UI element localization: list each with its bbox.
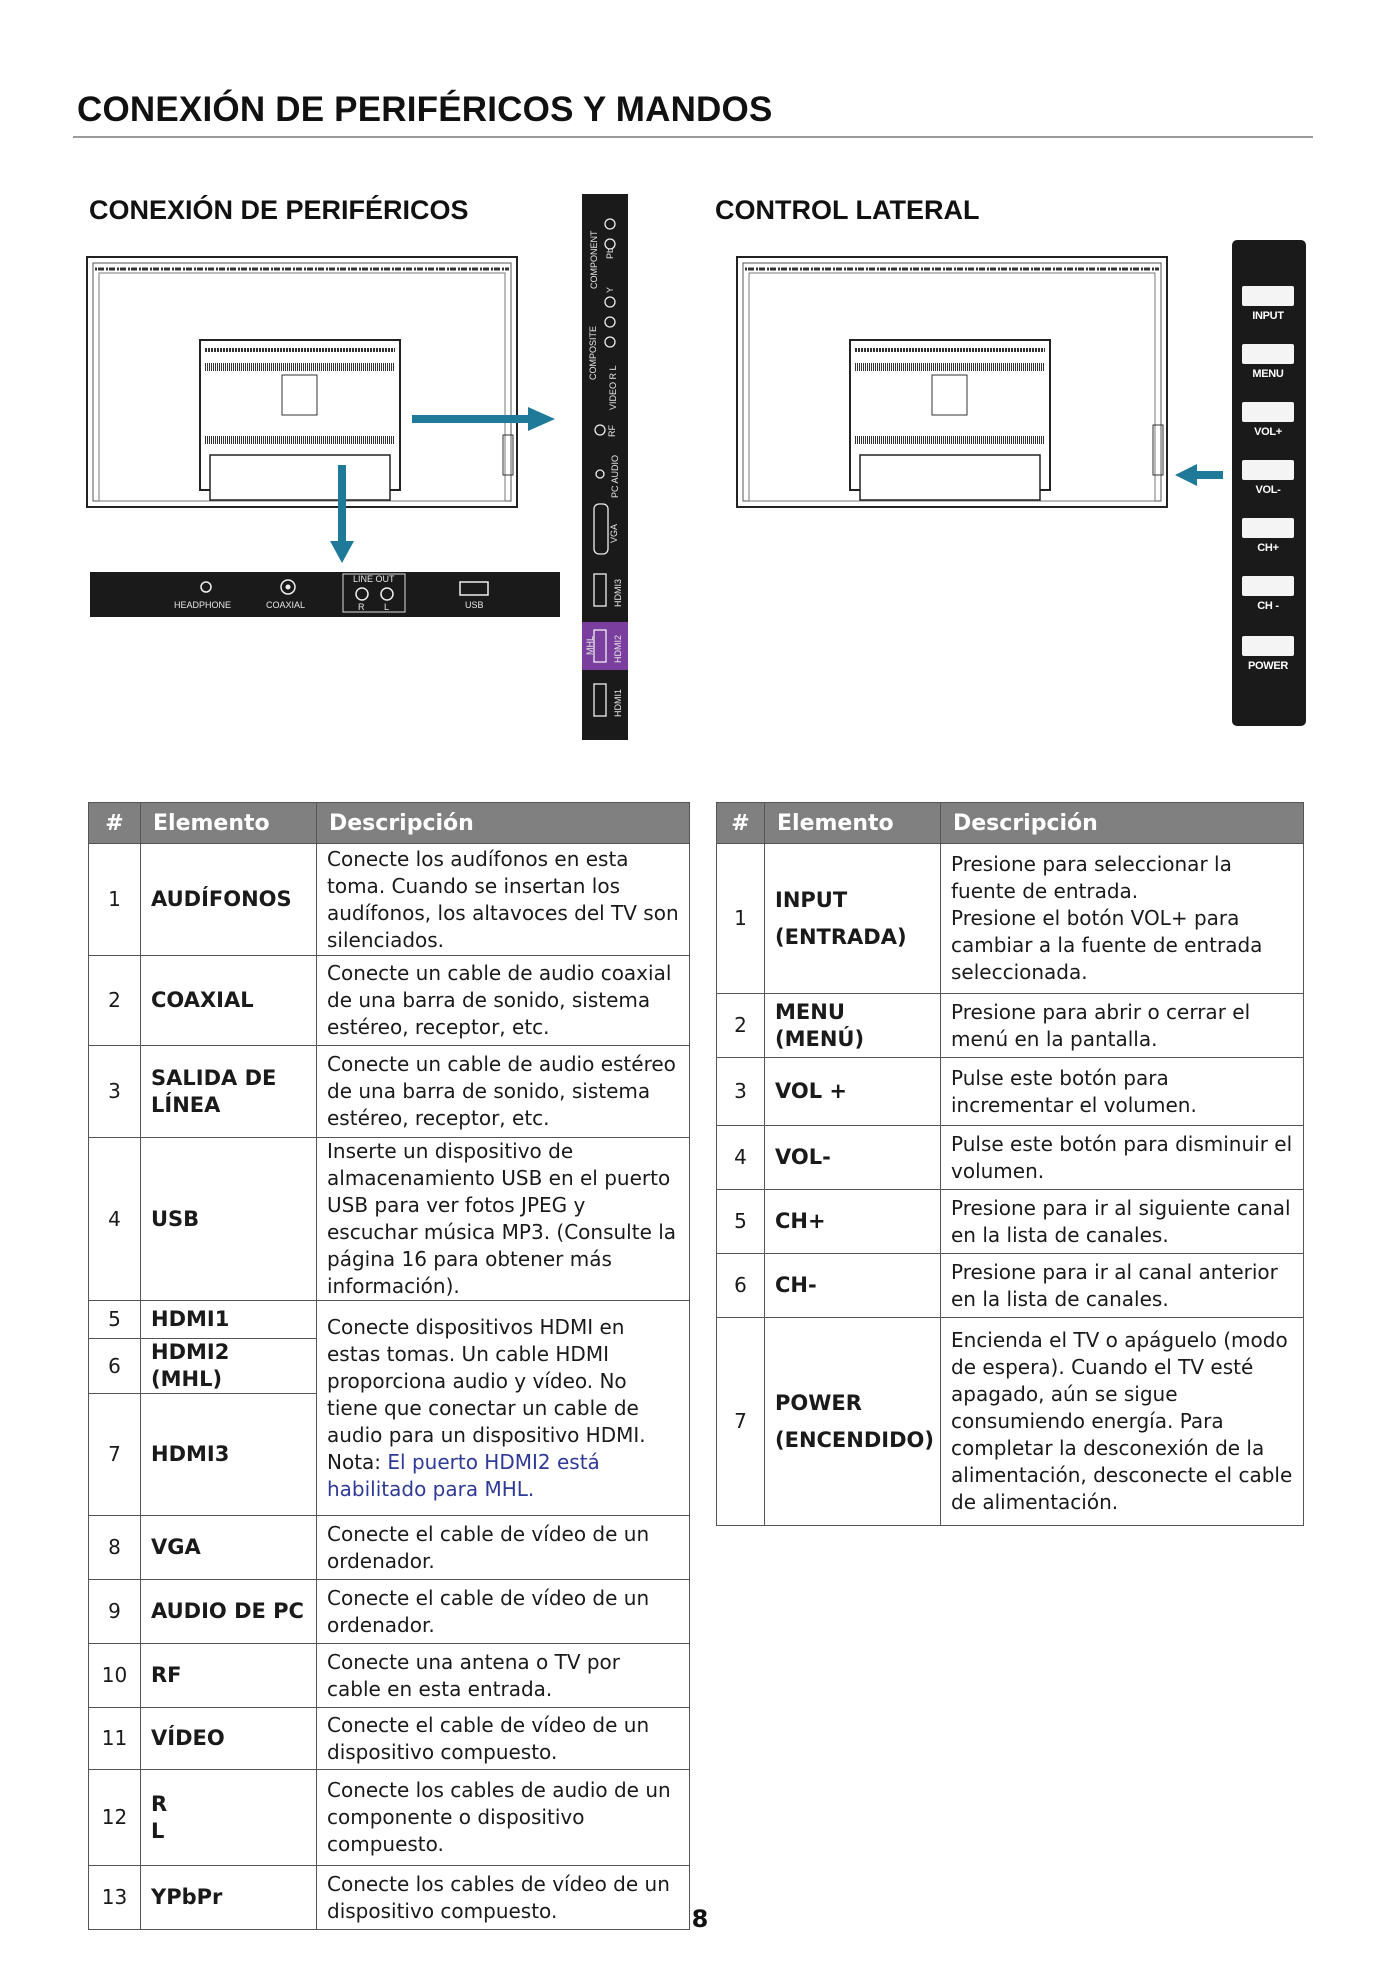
left-arrow-icon xyxy=(1175,462,1225,488)
line-out-l-label: L xyxy=(384,602,390,612)
bottom-port-panel xyxy=(90,572,560,617)
row-element: VOL + xyxy=(765,1058,941,1126)
table-row xyxy=(717,994,1304,1058)
tv-side-illustration xyxy=(735,255,1175,515)
rf-label: RF xyxy=(607,425,617,437)
row-element xyxy=(765,994,941,1058)
vol-up-button[interactable] xyxy=(1242,402,1294,422)
row-element: CH+ xyxy=(765,1190,941,1254)
row-element-line2: (MENÚ) xyxy=(775,1026,865,1051)
vol-up-button-label: VOL+ xyxy=(1254,426,1282,438)
row-desc: Conecte una antena o TV por cable en esta entrada. xyxy=(317,1644,690,1708)
row-desc: Pulse este botón para incrementar el volumen. xyxy=(941,1058,1304,1126)
row-num: 9 xyxy=(89,1580,141,1644)
row-element-line1: POWER xyxy=(775,1390,862,1415)
row-desc xyxy=(941,844,1304,994)
row-num: 5 xyxy=(89,1301,141,1339)
line-out-r-label: R xyxy=(358,602,365,612)
table-header-row xyxy=(717,803,1304,844)
row-element: AUDÍFONOS xyxy=(141,844,317,956)
col-header-element: Elemento xyxy=(765,803,941,844)
row-element-line2: (ENCENDIDO) xyxy=(775,1427,934,1452)
ch-down-button[interactable] xyxy=(1242,576,1294,596)
row-element: AUDIO DE PC xyxy=(141,1580,317,1644)
y-label: Y xyxy=(605,286,615,293)
table-row xyxy=(717,1254,1304,1318)
usb-label: USB xyxy=(465,600,484,610)
row-num: 6 xyxy=(717,1254,765,1318)
row-element: CH- xyxy=(765,1254,941,1318)
menu-button-label: MENU xyxy=(1252,368,1284,380)
row-num: 1 xyxy=(89,844,141,956)
table-row xyxy=(717,1126,1304,1190)
row-desc: Conecte un cable de audio estéreo de una barra de sonido, sistema estéreo, receptor, etc. xyxy=(317,1046,690,1138)
input-button-label: INPUT xyxy=(1252,310,1284,322)
right-heading: CONTROL LATERAL xyxy=(715,195,980,225)
table-row xyxy=(89,844,690,956)
left-heading: CONEXIÓN DE PERIFÉRICOS xyxy=(89,195,469,225)
hdmi2-label: HDMI2 xyxy=(613,634,623,663)
row-desc: Conecte los audífonos en esta toma. Cuando se insertan los audífonos, los altavoces del TV son silenciados. xyxy=(317,844,690,956)
row-element: USB xyxy=(141,1138,317,1301)
table-header-row xyxy=(89,803,690,844)
ch-up-button[interactable] xyxy=(1242,518,1294,538)
headphone-label: HEADPHONE xyxy=(174,600,232,610)
row-desc: Presione para ir al canal anterior en la lista de canales. xyxy=(941,1254,1304,1318)
row-num: 10 xyxy=(89,1644,141,1708)
row-element-line2: (ENTRADA) xyxy=(775,924,907,949)
connection-arrows xyxy=(330,405,560,565)
page-title: CONEXIÓN DE PERIFÉRICOS Y MANDOS xyxy=(77,90,773,129)
hdmi1-label: HDMI1 xyxy=(613,688,623,717)
row-num: 7 xyxy=(717,1318,765,1526)
row-element-l: L xyxy=(151,1818,165,1843)
table-row xyxy=(89,1644,690,1708)
table-row xyxy=(717,1318,1304,1526)
row-num: 7 xyxy=(89,1394,141,1516)
row-desc: Conecte los cables de vídeo de un dispositivo compuesto. xyxy=(317,1866,690,1930)
table-row xyxy=(89,1138,690,1301)
ch-down-button-label: CH - xyxy=(1257,600,1279,612)
row-desc-line1: Presione para seleccionar la fuente de entrada. xyxy=(951,852,1232,903)
row-desc: Conecte el cable de vídeo de un ordenador. xyxy=(317,1516,690,1580)
controls-table xyxy=(716,802,1304,1526)
row-element: COAXIAL xyxy=(141,956,317,1046)
hdmi-desc-cell xyxy=(317,1301,690,1516)
bottom-port-icons xyxy=(90,572,560,617)
row-num: 11 xyxy=(89,1708,141,1770)
row-num: 13 xyxy=(89,1866,141,1930)
hdmi-desc: Conecte dispositivos HDMI en estas tomas. Un cable HDMI proporciona audio y vídeo. No tiene que conectar un cable de audio para un dispositivo HDMI. xyxy=(327,1314,646,1447)
row-element: VOL- xyxy=(765,1126,941,1190)
row-num: 2 xyxy=(717,994,765,1058)
row-num: 3 xyxy=(89,1046,141,1138)
row-num: 4 xyxy=(717,1126,765,1190)
row-desc: Conecte los cables de audio de un componente o dispositivo compuesto. xyxy=(317,1770,690,1866)
vga-label: VGA xyxy=(609,523,619,543)
ch-up-button-label: CH+ xyxy=(1257,542,1279,554)
line-out-label: LINE OUT xyxy=(353,574,395,584)
composite-label: COMPOSITE xyxy=(588,325,598,380)
row-num: 12 xyxy=(89,1770,141,1866)
row-num: 1 xyxy=(717,844,765,994)
table-row xyxy=(717,1190,1304,1254)
row-element: HDMI3 xyxy=(141,1394,317,1516)
row-desc: Pulse este botón para disminuir el volumen. xyxy=(941,1126,1304,1190)
row-element xyxy=(141,1770,317,1866)
table-row xyxy=(89,1516,690,1580)
menu-button[interactable] xyxy=(1242,344,1294,364)
table-row xyxy=(89,1580,690,1644)
col-header-description: Descripción xyxy=(941,803,1304,844)
hdmi3-label: HDMI3 xyxy=(613,578,623,607)
row-num: 8 xyxy=(89,1516,141,1580)
row-element: SALIDA DE LÍNEA xyxy=(141,1046,317,1138)
col-header-num: # xyxy=(89,803,141,844)
row-element: HDMI1 xyxy=(141,1301,317,1339)
coaxial-label: COAXIAL xyxy=(266,600,306,610)
side-port-panel xyxy=(582,194,628,740)
row-element xyxy=(765,844,941,994)
row-num: 5 xyxy=(717,1190,765,1254)
row-element xyxy=(765,1318,941,1526)
row-desc: Inserte un dispositivo de almacenamiento USB en el puerto USB para ver fotos JPEG y escuchar música MP3. (Consulte la página 16 para obtener más información). xyxy=(317,1138,690,1301)
title-divider xyxy=(73,136,1313,138)
side-button-panel xyxy=(1232,240,1306,726)
row-desc: Presione para abrir o cerrar el menú en la pantalla. xyxy=(941,994,1304,1058)
row-desc: Conecte el cable de vídeo de un ordenador. xyxy=(317,1580,690,1644)
vol-down-button-label: VOL- xyxy=(1255,484,1281,496)
table-row xyxy=(89,1770,690,1866)
col-header-num: # xyxy=(717,803,765,844)
page-number: 8 xyxy=(691,1905,709,1933)
row-num: 4 xyxy=(89,1138,141,1301)
row-desc-line2: Presione el botón VOL+ para cambiar a la fuente de entrada seleccionada. xyxy=(951,906,1263,984)
table-row xyxy=(89,1301,690,1339)
table-row xyxy=(717,844,1304,994)
row-element: YPbPr xyxy=(141,1866,317,1930)
hdmi-note-link[interactable]: El puerto HDMI2 está habilitado para MHL. xyxy=(327,1449,600,1501)
col-header-description: Descripción xyxy=(317,803,690,844)
video-r-l-label: VIDEO R L xyxy=(608,365,618,410)
row-num: 6 xyxy=(89,1339,141,1394)
row-element: HDMI2 (MHL) xyxy=(141,1339,317,1394)
table-row xyxy=(89,1708,690,1770)
power-button[interactable] xyxy=(1242,636,1294,656)
row-desc: Presione para ir al siguiente canal en la lista de canales. xyxy=(941,1190,1304,1254)
pc-audio-label: PC AUDIO xyxy=(610,454,620,498)
input-button[interactable] xyxy=(1242,286,1294,306)
peripherals-table xyxy=(88,802,690,1930)
col-header-element: Elemento xyxy=(141,803,317,844)
row-element: VGA xyxy=(141,1516,317,1580)
row-desc: Encienda el TV o apáguelo (modo de espera). Cuando el TV esté apagado, aún se sigue consumiendo energía. Para completar la desconexión de la alimentación, desconecte el cable de alimentación. xyxy=(941,1318,1304,1526)
pb-label: Pb xyxy=(605,247,615,259)
mhl-label: MHL xyxy=(585,635,595,655)
table-row xyxy=(717,1058,1304,1126)
row-num: 2 xyxy=(89,956,141,1046)
row-element: VÍDEO xyxy=(141,1708,317,1770)
component-label: COMPONENT xyxy=(589,230,599,289)
vol-down-button[interactable] xyxy=(1242,460,1294,480)
row-element-line1: MENU xyxy=(775,999,845,1024)
table-row xyxy=(89,956,690,1046)
row-desc: Conecte un cable de audio coaxial de una barra de sonido, sistema estéreo, receptor, etc. xyxy=(317,956,690,1046)
row-element: RF xyxy=(141,1644,317,1708)
table-row xyxy=(89,1046,690,1138)
power-button-label: POWER xyxy=(1247,660,1289,672)
row-num: 3 xyxy=(717,1058,765,1126)
row-element-r: R xyxy=(151,1791,168,1816)
row-element-line1: INPUT xyxy=(775,887,848,912)
hdmi-note-prefix: Nota: xyxy=(327,1449,382,1474)
row-desc: Conecte el cable de vídeo de un dispositivo compuesto. xyxy=(317,1708,690,1770)
